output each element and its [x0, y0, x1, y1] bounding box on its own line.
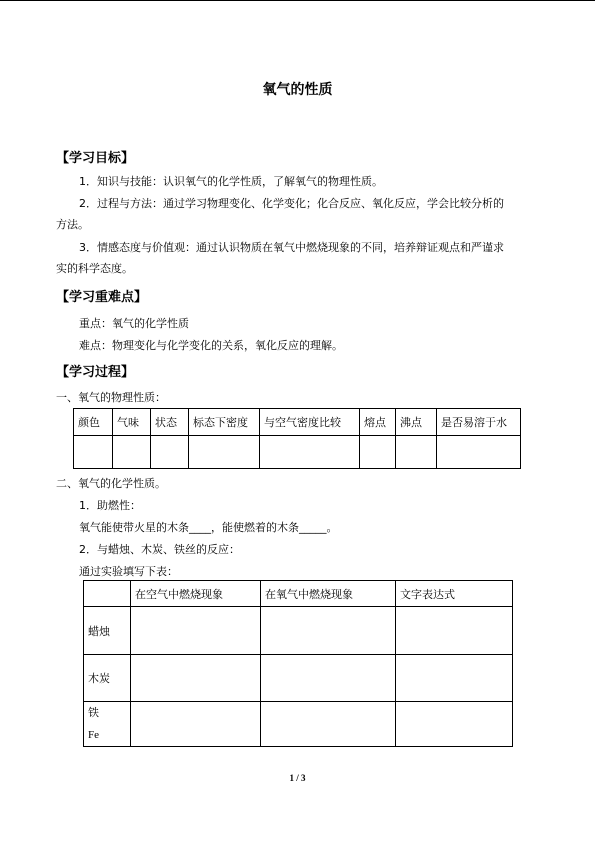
reaction-table — [83, 580, 513, 747]
page-top-rule — [0, 0, 595, 1]
answer-cell[interactable] — [151, 436, 189, 469]
header-cell-melting-point: 熔点 — [360, 409, 396, 436]
answer-cell[interactable] — [260, 436, 360, 469]
reaction-header-row — [84, 581, 513, 607]
section-objectives-heading: 【学习目标】 — [56, 151, 135, 166]
section-process-heading: 【学习过程】 — [56, 365, 135, 380]
keypoint-difficulty: 难点：物理变化与化学变化的关系，氧化反应的理解。 — [79, 339, 343, 352]
answer-cell[interactable] — [396, 702, 513, 747]
answer-cell[interactable] — [261, 655, 396, 702]
header-cell-solubility: 是否易溶于水 — [437, 409, 521, 436]
reaction-row-charcoal — [84, 655, 513, 702]
objective-2-line2: 方法。 — [56, 218, 89, 231]
reaction-row-label: 木炭 — [84, 655, 131, 702]
header-cell-state: 状态 — [151, 409, 189, 436]
reaction-header-corner — [84, 581, 131, 607]
answer-cell[interactable] — [396, 655, 513, 702]
reaction-heading: 2．与蜡烛、木炭、铁丝的反应： — [79, 543, 240, 556]
header-cell-odor: 气味 — [113, 409, 151, 436]
answer-cell[interactable] — [261, 607, 396, 655]
answer-cell[interactable] — [437, 436, 521, 469]
iron-symbol: Fe — [88, 729, 99, 741]
reaction-row-candle — [84, 607, 513, 655]
answer-cell[interactable] — [396, 607, 513, 655]
reaction-row-iron — [84, 702, 513, 747]
reaction-row-label: 蜡烛 — [84, 607, 131, 655]
keypoint-focus: 重点：氧气的化学性质 — [79, 317, 189, 330]
answer-cell[interactable] — [131, 607, 261, 655]
reaction-intro: 通过实验填写下表： — [79, 565, 178, 578]
reaction-header-oxygen: 在氧气中燃烧现象 — [261, 581, 396, 607]
objective-1: 1．知识与技能：认识氧气的化学性质，了解氧气的物理性质。 — [79, 175, 383, 188]
part1-heading: 一、氧气的物理性质： — [56, 391, 166, 404]
header-cell-boiling-point: 沸点 — [396, 409, 437, 436]
page-title: 氧气的性质 — [262, 82, 333, 98]
answer-cell[interactable] — [261, 702, 396, 747]
physical-properties-table — [73, 408, 521, 469]
answer-cell[interactable] — [113, 436, 151, 469]
iron-label: 铁 — [88, 706, 99, 719]
combustion-text: 氧气能使带火星的木条____，能使燃着的木条_____。 — [79, 521, 338, 534]
objective-3-line2: 实的科学态度。 — [56, 262, 133, 275]
answer-cell[interactable] — [131, 655, 261, 702]
header-cell-density: 标态下密度 — [189, 409, 260, 436]
part2-heading: 二、氧气的化学性质。 — [56, 477, 166, 490]
answer-cell[interactable] — [360, 436, 396, 469]
header-cell-density-vs-air: 与空气密度比较 — [260, 409, 360, 436]
reaction-row-label-iron — [84, 702, 131, 747]
physical-header-row — [74, 409, 521, 436]
reaction-header-expression: 文字表达式 — [396, 581, 513, 607]
answer-cell[interactable] — [74, 436, 113, 469]
reaction-header-air: 在空气中燃烧现象 — [131, 581, 261, 607]
answer-cell[interactable] — [131, 702, 261, 747]
page-number: 1 / 3 — [289, 773, 306, 783]
physical-answer-row — [74, 436, 521, 469]
answer-cell[interactable] — [189, 436, 260, 469]
objective-2-line1: 2．过程与方法：通过学习物理变化、化学变化；化合反应、氧化反应，学会比较分析的 — [79, 197, 504, 210]
combustion-heading: 1．助燃性： — [79, 499, 141, 512]
section-keypoints-heading: 【学习重难点】 — [56, 290, 148, 305]
objective-3-line1: 3．情感态度与价值观：通过认识物质在氧气中燃烧现象的不同，培养辩证观点和严谨求 — [79, 241, 504, 254]
answer-cell[interactable] — [396, 436, 437, 469]
header-cell-color: 颜色 — [74, 409, 113, 436]
